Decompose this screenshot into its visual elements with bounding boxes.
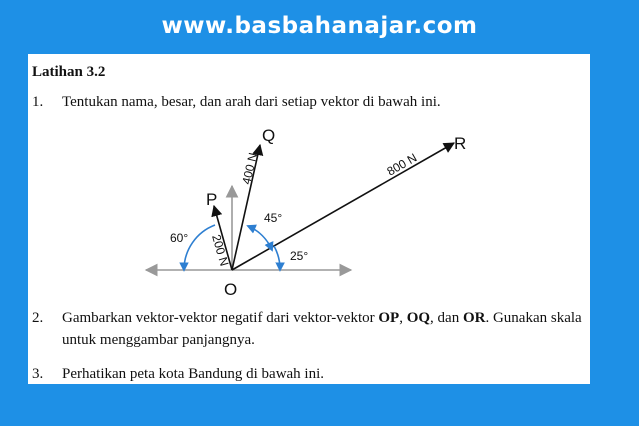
vector-name-op: OP (378, 310, 400, 326)
point-q-label: Q (262, 126, 276, 145)
item-text-part: . Gunakan skala untuk menggambar panjangnya. (62, 310, 582, 348)
magnitude-op-label: 200 N (209, 232, 232, 268)
item-text-part: Gambarkan vektor-vektor negatif dari vektor-vektor (62, 310, 379, 326)
vector-or (232, 143, 454, 270)
vector-diagram (28, 54, 590, 304)
item-text: Perhatikan peta kota Bandung di bawah ini. (62, 366, 325, 382)
angle-arc-q (248, 226, 272, 250)
magnitude-oq-label: 400 N (239, 151, 261, 186)
angle-arc-r (274, 246, 280, 270)
section-title: Latihan 3.2 (32, 64, 106, 80)
point-p-label: P (206, 190, 218, 209)
item-number: 3. (32, 366, 44, 382)
angle-q-label: 45° (264, 211, 283, 225)
angle-r-label: 25° (290, 249, 309, 263)
item-text (62, 307, 592, 351)
site-banner: www.basbahanajar.com (161, 13, 478, 39)
item-text-part: , (399, 310, 407, 326)
angle-arc-p (184, 225, 215, 270)
item-number: 1. (32, 94, 44, 110)
angle-p-label: 60° (170, 231, 189, 245)
vector-name-or: OR (462, 310, 486, 326)
document-page (28, 54, 590, 384)
item-number: 2. (32, 310, 44, 326)
item-text-part: , dan (430, 310, 463, 326)
magnitude-or-label: 800 N (384, 150, 420, 179)
point-r-label: R (454, 134, 467, 153)
item-text: Tentukan nama, besar, dan arah dari setiap vektor di bawah ini. (62, 94, 441, 110)
point-o-label: O (224, 280, 238, 299)
vector-name-oq: OQ (406, 310, 431, 326)
